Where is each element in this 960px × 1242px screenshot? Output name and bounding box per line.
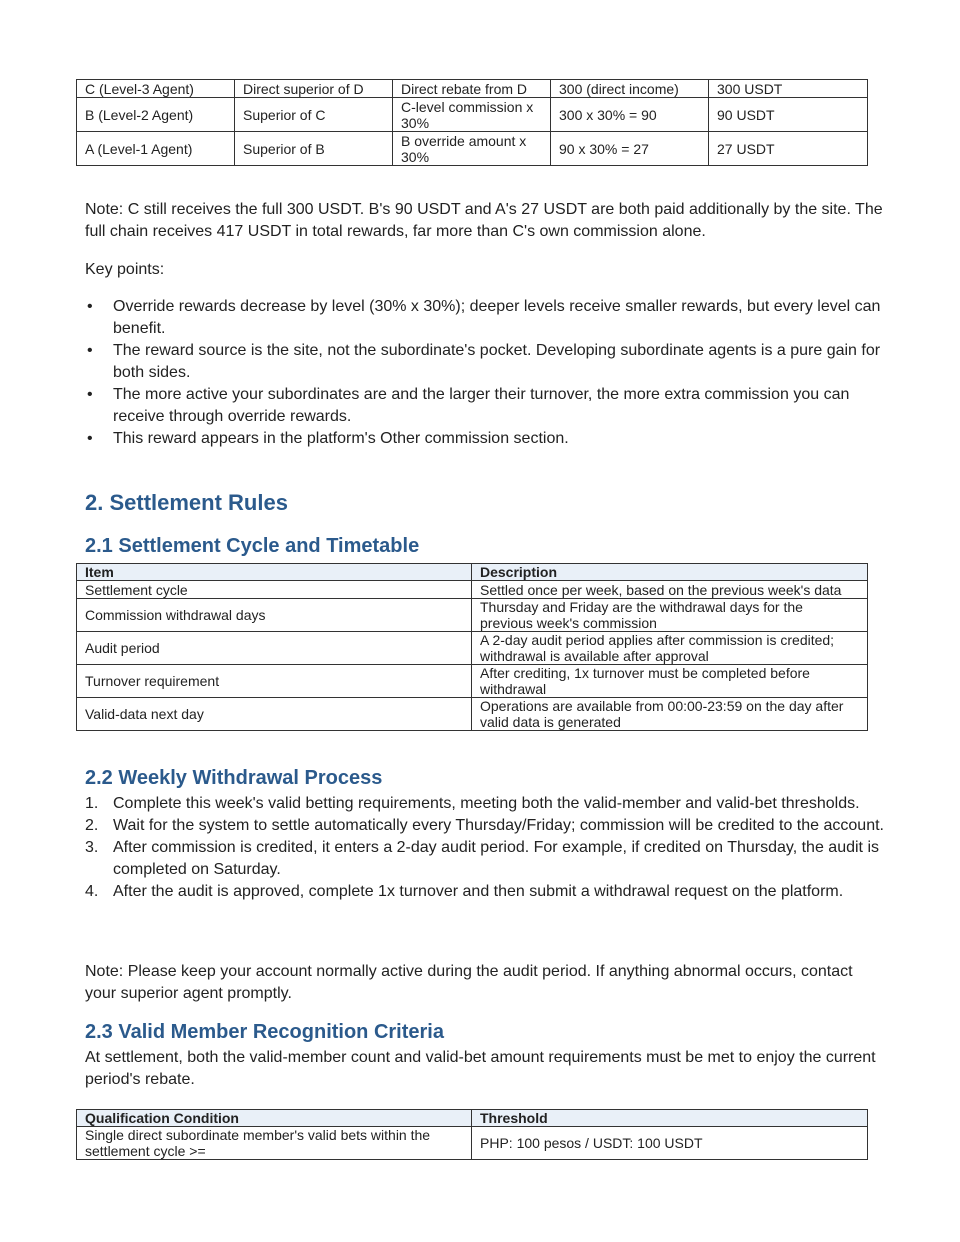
table-cell: 300 USDT: [709, 80, 868, 98]
withdrawal-steps-list: [85, 793, 885, 903]
table-cell: Superior of B: [235, 132, 393, 166]
list-item: • The reward source is the site, not the subordinate's pocket. Developing subordinate agents is a pure gain for both sides.: [87, 342, 881, 381]
bullet-icon: •: [87, 342, 93, 359]
table-header-row: [77, 564, 868, 581]
section-title-settlement-cycle: 2.1 Settlement Cycle and Timetable: [85, 535, 420, 557]
table-row: [77, 632, 868, 665]
table-cell: A (Level-1 Agent): [77, 132, 235, 166]
table-cell: 90 USDT: [709, 98, 868, 132]
column-header-description: Description: [472, 564, 868, 581]
bullet-icon: •: [87, 298, 93, 315]
table-cell: Turnover requirement: [77, 665, 472, 698]
table-cell: Single direct subordinate member's valid bets within the settlement cycle >=: [77, 1127, 472, 1160]
table-row: [77, 98, 868, 132]
column-header-threshold: Threshold: [472, 1110, 868, 1127]
table-cell: PHP: 100 pesos / USDT: 100 USDT: [472, 1127, 868, 1160]
key-points-list: [85, 296, 885, 450]
section-title-withdrawal-process: 2.2 Weekly Withdrawal Process: [85, 767, 383, 789]
table-row: [77, 1127, 868, 1160]
table-cell: B override amount x 30%: [393, 132, 551, 166]
table-cell: Audit period: [77, 632, 472, 665]
table-row: [77, 665, 868, 698]
table-row: [77, 599, 868, 632]
bullet-icon: •: [87, 430, 93, 447]
table-cell: Direct rebate from D: [393, 80, 551, 98]
table-cell: Direct superior of D: [235, 80, 393, 98]
qualification-table: [76, 1109, 868, 1160]
list-item: • The more active your subordinates are and the larger their turnover, the more extra commission you can receive through override rewards.: [87, 386, 850, 425]
audit-note: Note: Please keep your account normally active during the audit period. If anything abnormal occurs, contact your superior agent promptly.: [85, 963, 853, 1002]
table-cell: 90 x 30% = 27: [551, 132, 709, 166]
table-cell: 27 USDT: [709, 132, 868, 166]
table-cell: Operations are available from 00:00-23:59 on the day after valid data is generated: [472, 698, 868, 731]
table-cell: 300 (direct income): [551, 80, 709, 98]
table-header-row: [77, 1110, 868, 1127]
list-item: • This reward appears in the platform's Other commission section.: [85, 428, 885, 450]
table-cell: Thursday and Friday are the withdrawal days for the previous week's commission: [472, 599, 868, 632]
list-item: 3. After commission is credited, it enters a 2-day audit period. For example, if credited on Thursday, the audit is completed on Saturday.: [85, 839, 879, 878]
section-title-valid-member: 2.3 Valid Member Recognition Criteria: [85, 1021, 444, 1043]
section-title-settlement-rules: 2. Settlement Rules: [85, 490, 288, 515]
table-cell: Settled once per week, based on the previous week's data: [472, 581, 868, 599]
table-cell: Valid-data next day: [77, 698, 472, 731]
key-points-label: Key points:: [85, 261, 165, 278]
table-row: [77, 698, 868, 731]
bullet-icon: •: [87, 386, 93, 403]
table-cell: Settlement cycle: [77, 581, 472, 599]
chain-note: Note: C still receives the full 300 USDT. B's 90 USDT and A's 27 USDT are both paid additionally by the site. The full chain receives 417 USDT in total rewards, far more than C's own commission alone.: [85, 201, 883, 240]
list-item: 4. After the audit is approved, complete 1x turnover and then submit a withdrawal request on the platform.: [85, 883, 844, 900]
list-item: 1. Complete this week's valid betting requirements, meeting both the valid-member and valid-bet thresholds.: [85, 795, 860, 812]
settlement-table: [76, 563, 868, 731]
list-item: 2. Wait for the system to settle automatically every Thursday/Friday; commission will be credited to the account.: [85, 817, 884, 834]
table-row: [77, 132, 868, 166]
table-cell: A 2-day audit period applies after commission is credited; withdrawal is available after approval: [472, 632, 868, 665]
table-row: [77, 581, 868, 599]
table-cell: C-level commission x 30%: [393, 98, 551, 132]
column-header-item: Item: [77, 564, 472, 581]
table-cell: Commission withdrawal days: [77, 599, 472, 632]
table-cell: B (Level-2 Agent): [77, 98, 235, 132]
table-cell: 300 x 30% = 90: [551, 98, 709, 132]
list-item: • Override rewards decrease by level (30% x 30%); deeper levels receive smaller rewards, but every level can benefit.: [87, 298, 881, 337]
table-row: [77, 80, 868, 98]
table-cell: Superior of C: [235, 98, 393, 132]
table-cell: C (Level-3 Agent): [77, 80, 235, 98]
override-chain-table: [76, 79, 868, 166]
table-cell: After crediting, 1x turnover must be completed before withdrawal: [472, 665, 868, 698]
section-intro: At settlement, both the valid-member count and valid-bet amount requirements must be met to enjoy the current period's rebate.: [85, 1049, 876, 1088]
column-header-condition: Qualification Condition: [77, 1110, 472, 1127]
